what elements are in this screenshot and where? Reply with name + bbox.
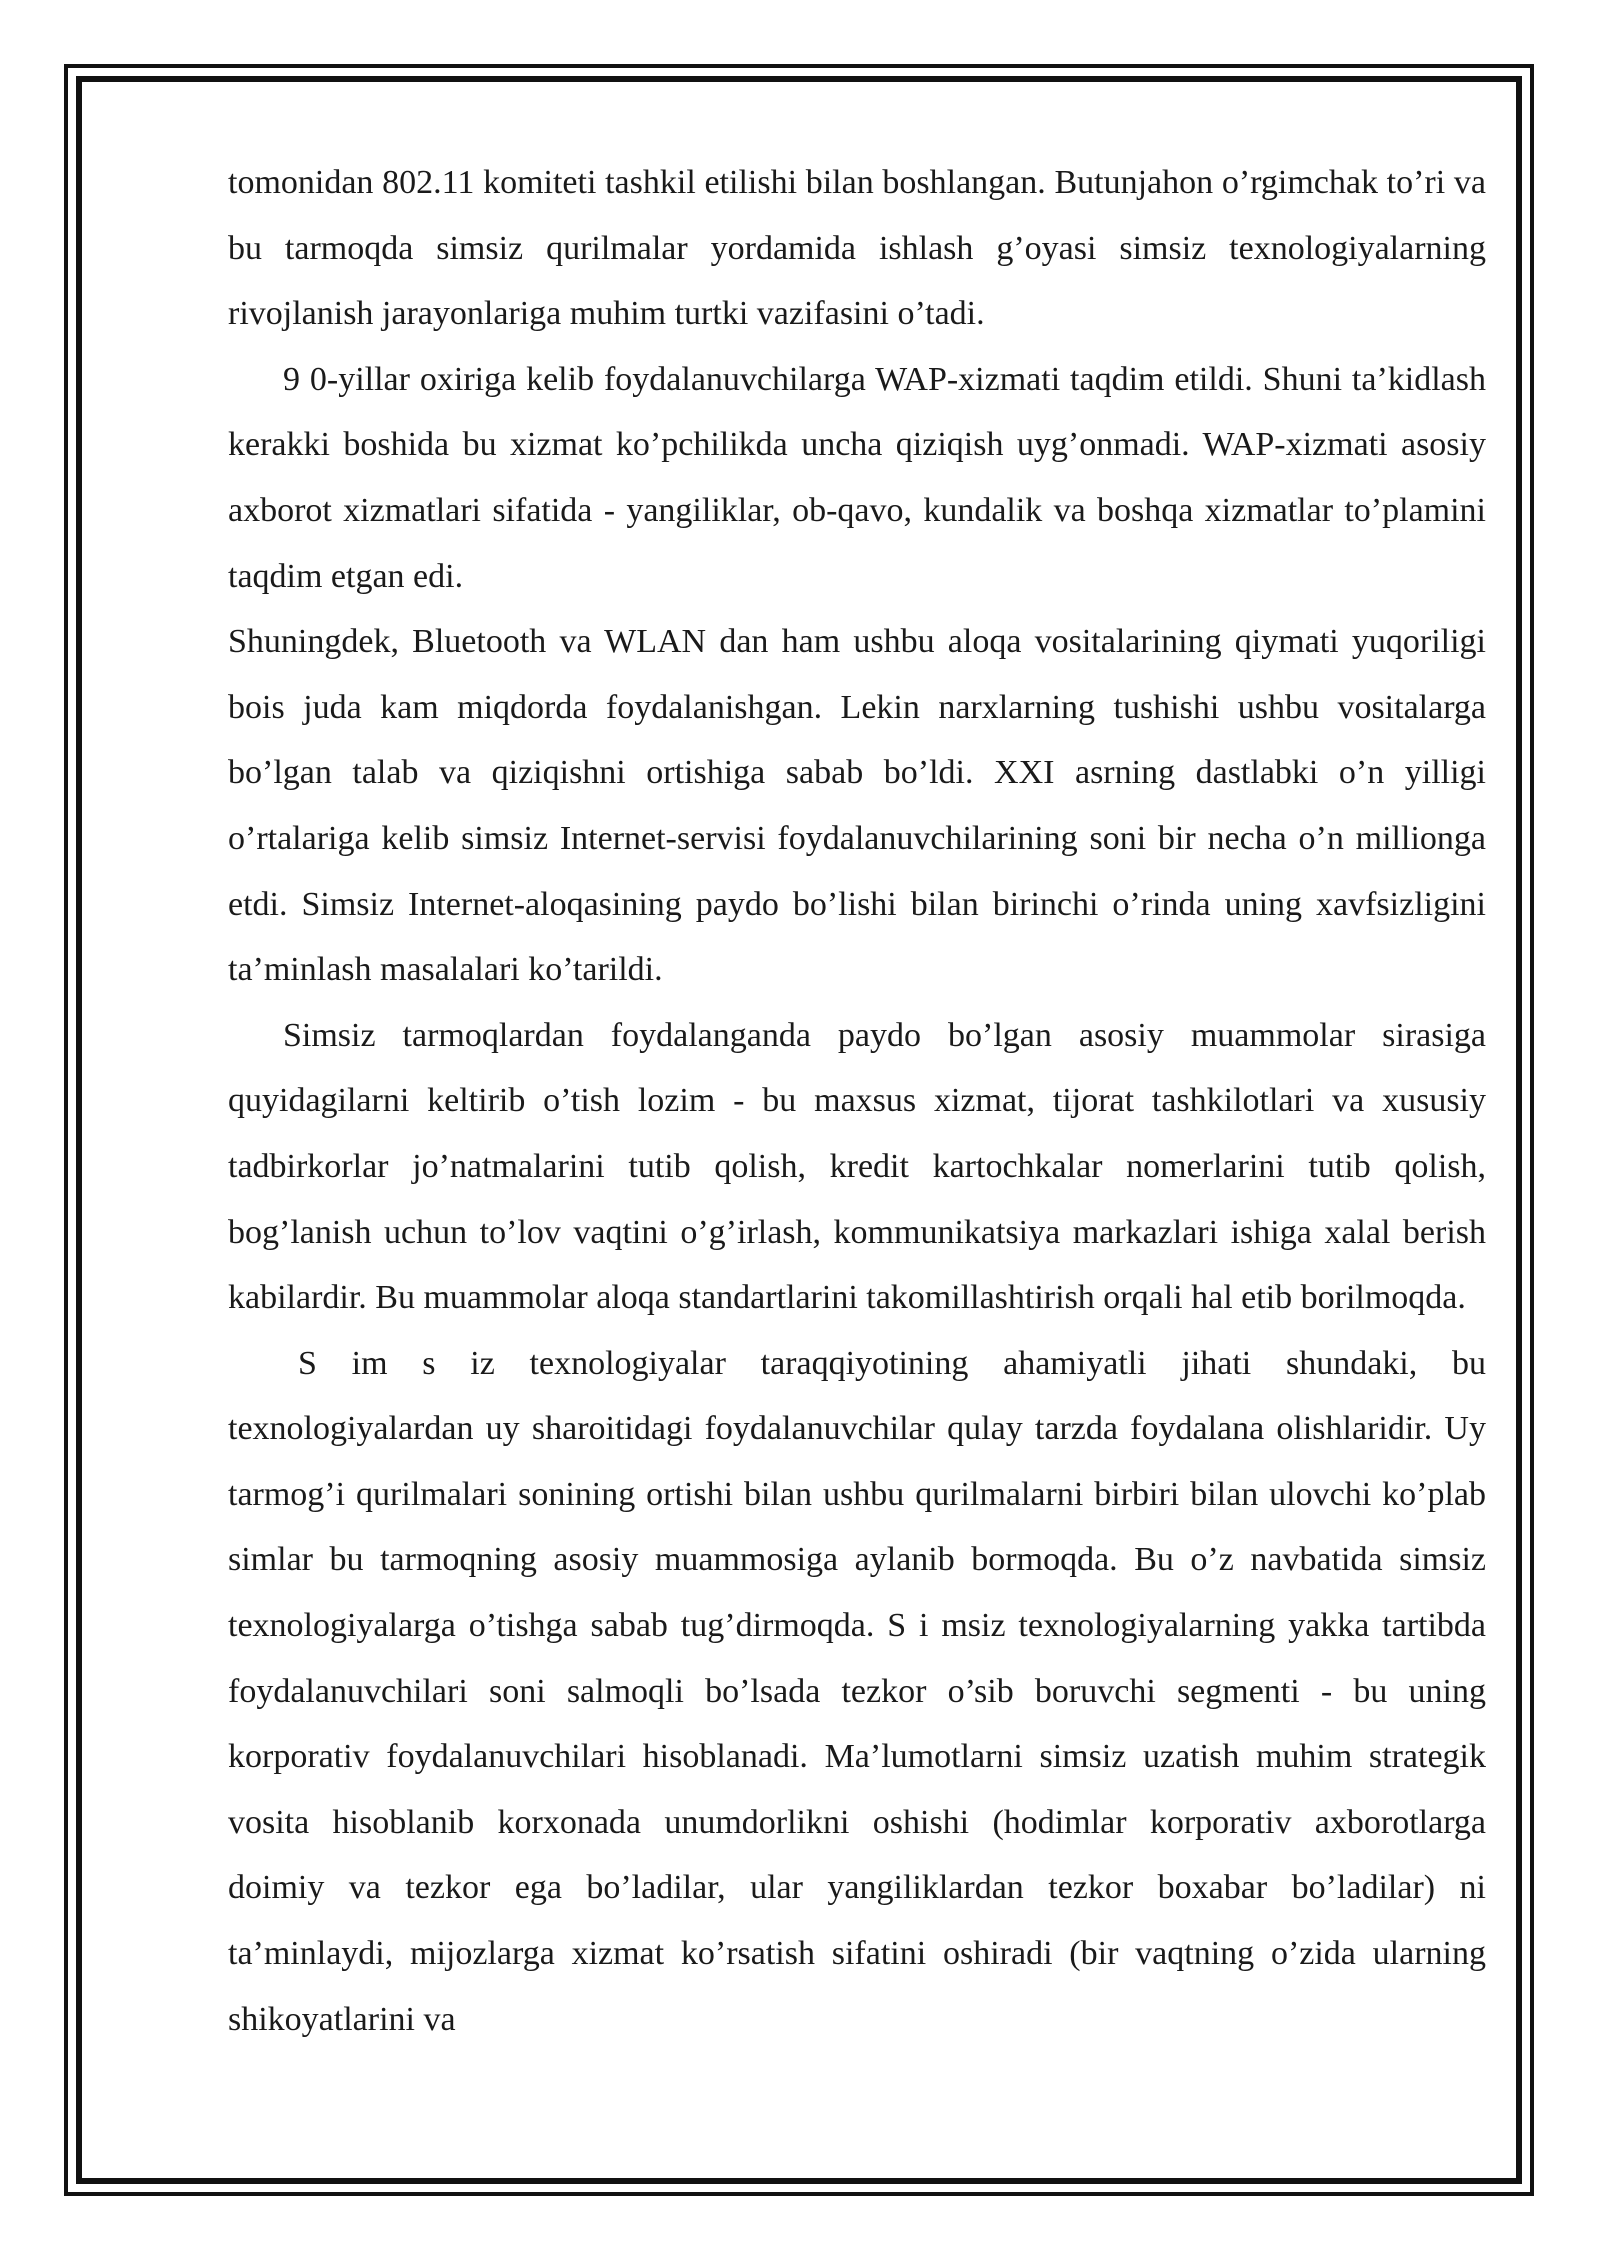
paragraph-2: 9 0-yillar oxiriga kelib foydalanuvchilarga WAP-xizmati taqdim etildi. Shuni ta’kidlash kerakki boshida bu xizmat ko’pchilikda uncha qiziqish uyg’onmadi. WAP-xizmati asosiy axborot xizmatlari sifatida - yangiliklar, ob-qavo, kundalik va boshqa xizmatlar to’plamini taqdim etgan edi. [228,360,1486,595]
paragraph-1: tomonidan 802.11 komiteti tashkil etilishi bilan boshlangan. Butunjahon o’rgimchak to’ri va bu tarmoqda simsiz qurilmalar yordamida ishlash g’oyasi simsiz texnologiyalarning rivojlanish jarayonlariga muhim turtki vazifasini o’tadi. [228,164,1486,333]
paragraph-5: S im s iz texnologiyalar taraqqiyotining ahamiyatli jihati shundaki, bu texnologiyalardan uy sharoitidagi foydalanuvchilar qulay tarzda foydalana olishlaridir. Uy tarmog’i qurilmalari sonining ortishi bilan ushbu qurilmalarni birbiri bilan ulovchi ko’plab simlar bu tarmoqning asosiy muammosiga aylanib bormoqda. Bu o’z navbatida simsiz texnologiyalarga o’tishga sabab tug’dirmoqda. S i msiz texnologiyalarning yakka tartibda foydalanuvchilari soni salmoqli bo’lsada tezkor o’sib boruvchi segmenti - bu uning korporativ foydalanuvchilari hisoblanadi. Ma’lumotlarni simsiz uzatish muhim strategik vosita hisoblanib korxonada unumdorlikni oshishi (hodimlar korporativ axborotlarga doimiy va tezkor ega bo’ladilar, ular yangiliklardan tezkor boxabar bo’ladilar) ni ta’minlaydi, mijozlarga xizmat ko’rsatish sifatini oshiradi (bir vaqtning o’zida ularning shikoyatlarini va [228,1344,1486,2038]
paragraph-4: Simsiz tarmoqlardan foydalanganda paydo bo’lgan asosiy muammolar sirasiga quyidagilarni keltirib o’tish lozim - bu maxsus xizmat, tijorat tashkilotlari va xususiy tadbirkorlar jo’natmalarini tutib qolish, kredit kartochkalar nomerlarini tutib qolish, bog’lanish uchun to’lov vaqtini o’g’irlash, kommunikatsiya markazlari ishiga xalal berish kabilardir. Bu muammolar aloqa standartlarini takomillashtirish orqali hal etib borilmoqda. [228,1016,1486,1317]
paragraph-3: Shuningdek, Bluetooth va WLAN dan ham ushbu aloqa vositalarining qiymati yuqoriligi bois juda kam miqdorda foydalanishgan. Lekin narxlarning tushishi ushbu vositalarga bo’lgan talab va qiziqishni ortishiga sabab bo’ldi. XXI asrning dastlabki o’n yilligi o’rtalariga kelib simsiz Internet-servisi foydalanuvchilarining soni bir necha o’n millionga etdi. Simsiz Internet-aloqasining paydo bo’lishi bilan birinchi o’rinda uning xavfsizligini ta’minlash masalalari ko’tarildi. [228,623,1486,989]
document-body [228,150,1486,2052]
